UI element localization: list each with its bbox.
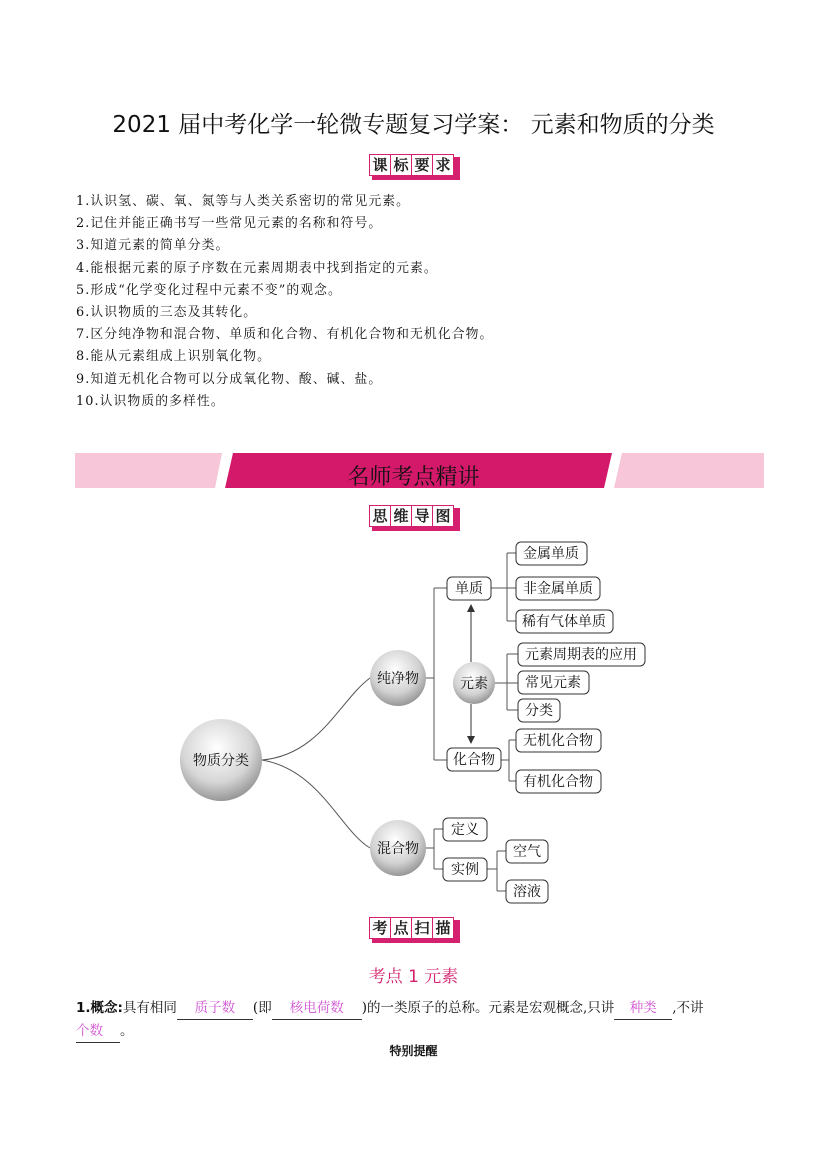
tag-char: 思: [370, 506, 391, 526]
tag-char: 求: [435, 156, 451, 174]
mixture-label: 混合物: [377, 841, 419, 857]
banner-title: 名师考点精讲: [347, 465, 480, 490]
requirement-item: 3.知道元素的简单分类。: [76, 238, 230, 254]
element-child: 元素周期表的应用: [525, 647, 637, 663]
requirement-item: 2.记住并能正确书写一些常见元素的名称和符号。: [76, 216, 383, 232]
tag-char: 导: [412, 506, 433, 526]
requirement-item: 1.认识氢、碳、氧、氮等与人类关系密切的常见元素。: [76, 194, 411, 209]
element-label: 元素: [460, 676, 488, 692]
tag-char: 图: [435, 507, 451, 525]
requirement-item: 6.认识物质的三态及其转化。: [76, 305, 258, 321]
example-label: 实例: [451, 862, 479, 878]
simple-child: 非金属单质: [523, 581, 593, 597]
concept-text: ,不讲: [672, 1000, 704, 1016]
tag-char: 要: [412, 155, 433, 175]
concept-label: 1.概念:: [76, 1000, 123, 1016]
simple-child: 金属单质: [523, 546, 579, 562]
pure-label: 纯净物: [377, 671, 419, 687]
answer-blank: 核电荷数: [272, 997, 362, 1020]
definition-label: 定义: [451, 822, 479, 838]
compound-child: 有机化合物: [523, 774, 593, 790]
requirement-item: 9.知道无机化合物可以分成氧化物、酸、碱、盐。: [76, 371, 383, 387]
compound-label: 化合物: [453, 752, 495, 768]
example-child: 空气: [513, 844, 541, 860]
example-child: 溶液: [513, 884, 541, 900]
answer-blank: 个数: [76, 1020, 120, 1043]
concept-text: 具有相同: [122, 1000, 177, 1016]
tag-char: 标: [391, 155, 412, 175]
root-label: 物质分类: [193, 753, 249, 769]
tag-char: 维: [391, 506, 412, 526]
simple-child: 稀有气体单质: [522, 614, 606, 630]
kaodian-title: 考点 1 元素: [368, 967, 459, 987]
concept-text: 。: [120, 1023, 134, 1039]
compound-child: 无机化合物: [523, 733, 593, 749]
requirement-item: 4.能根据元素的原子序数在元素周期表中找到指定的元素。: [76, 260, 438, 276]
tip-heading: 特别提醒: [389, 1044, 438, 1058]
element-child: 常见元素: [525, 675, 581, 691]
requirement-item: 5.形成“化学变化过程中元素不变”的观念。: [76, 282, 342, 298]
concept-text: (即: [252, 1000, 272, 1016]
concept-paragraph: [76, 997, 752, 1043]
tag-char: 描: [435, 919, 451, 937]
tag-char: 扫: [412, 918, 433, 938]
requirement-item: 8.能从元素组成上识别氧化物。: [76, 349, 272, 365]
tag-char: 课: [370, 155, 391, 175]
element-child: 分类: [525, 703, 553, 719]
tag-char: 考: [370, 918, 391, 938]
concept-text: )的一类原子的总称。元素是宏观概念,只讲: [361, 1000, 615, 1016]
answer-blank: 种类: [614, 997, 672, 1020]
answer-blank: 质子数: [177, 997, 253, 1020]
simple-label: 单质: [455, 581, 483, 597]
tag-scan: [369, 917, 454, 939]
requirement-item: 7.区分纯净物和混合物、单质和化合物、有机化合物和无机化合物。: [76, 327, 494, 343]
page-title: 2021 届中考化学一轮微专题复习学案： 元素和物质的分类: [112, 112, 715, 138]
tag-char: 点: [391, 918, 412, 938]
requirement-item: 10.认识物质的多样性。: [76, 393, 225, 409]
